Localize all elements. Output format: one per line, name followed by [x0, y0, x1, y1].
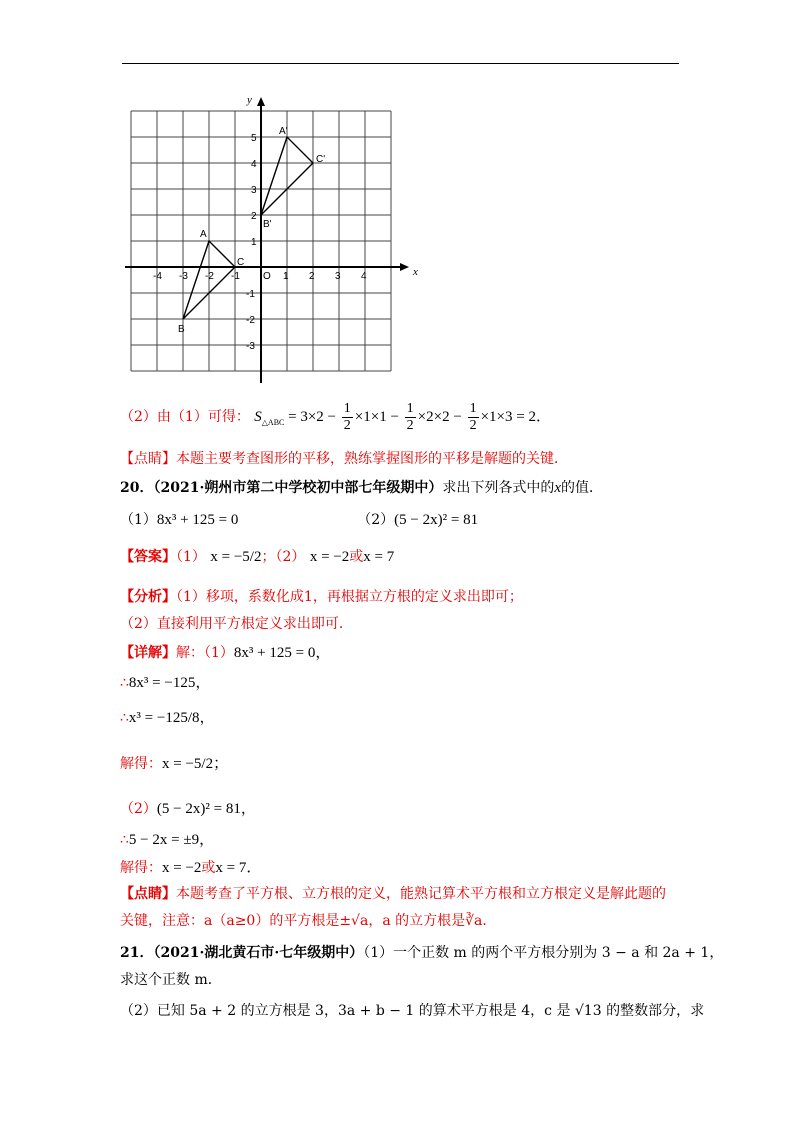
- part-label: （1）: [176, 549, 206, 565]
- header-rule: [122, 63, 679, 64]
- x-tick-label: -2: [205, 271, 214, 282]
- question-number: 21．: [120, 945, 154, 961]
- therefore-symbol: ∴: [120, 675, 129, 691]
- area-symbol: S: [254, 408, 262, 425]
- analysis-20-line1: [120, 586, 523, 606]
- question-21-line1: [120, 942, 723, 962]
- question-prompt: 求出下列各式中的: [442, 480, 555, 496]
- equation-1: 8x³ + 125 = 0: [156, 512, 239, 528]
- answer-1: x = −5/2: [210, 549, 262, 565]
- detail-20-step6: ∴5 − 2x = ±9，: [120, 832, 215, 848]
- question-number: 20．: [120, 480, 154, 496]
- triangle-abc-vertex-label: A: [200, 229, 207, 240]
- analysis-line-2: （2）直接利用平方根定义求出即可．: [120, 616, 353, 632]
- y-tick-label: 4: [251, 159, 257, 170]
- detail-or: 或: [201, 860, 216, 876]
- answer-tag: 【答案】: [120, 549, 176, 565]
- detail-20-step2: ∴8x³ = −125，: [120, 675, 211, 691]
- question-source: （2021·湖北黄石市·七年级期中）: [153, 945, 364, 961]
- coordinate-grid-figure: [118, 94, 418, 385]
- detail-20-step5: （2）(5 − 2x)² = 81，: [120, 801, 256, 817]
- detail-step-1: 8x³ + 125 = 0: [233, 645, 316, 661]
- detail-step-3: x³ = −125/8: [128, 710, 200, 726]
- comment-tag: 【点睛】: [120, 451, 176, 467]
- detail-20-step7: 解得：x = −2或x = 7．: [120, 860, 262, 876]
- solve-label: 解得：: [120, 756, 162, 772]
- detail-step-4: x = −5/2: [162, 756, 214, 772]
- question-21-line3: [120, 1000, 704, 1020]
- question-20: [120, 477, 603, 497]
- triangle-a1b1c1-vertex-label: A': [279, 126, 288, 137]
- question-20-equations: [120, 509, 478, 529]
- analysis-line-1: （1）移项，系数化成1，再根据立方根的定义求出即可；: [176, 589, 523, 605]
- comment-1: [120, 448, 568, 468]
- part-label: （2）: [357, 512, 395, 528]
- question-21-text-1: （1）一个正数 m 的两个平方根分别为 3 − a 和 2a + 1，: [363, 945, 724, 961]
- y-tick-label: 3: [251, 185, 257, 196]
- answer-or: 或: [349, 549, 364, 565]
- y-axis-arrow: [257, 97, 265, 106]
- x-tick-label: 2: [309, 271, 315, 282]
- therefore-symbol: ∴: [120, 710, 129, 726]
- x-tick-label: 3: [335, 271, 341, 282]
- comment-text: 本题主要考查图形的平移，熟练掌握图形的平移是解题的关键．: [176, 451, 568, 467]
- y-axis-label: y: [247, 94, 252, 106]
- solution-prefix: （2）由（1）可得：: [120, 408, 250, 425]
- answer-2b: x = 7: [363, 549, 395, 565]
- answer-separator: ；（2）: [261, 549, 306, 565]
- detail-20-start: 【详解】解：（1）8x³ + 125 = 0，: [120, 645, 331, 661]
- area-subscript: △ABC: [261, 417, 285, 427]
- y-tick-label: -1: [246, 289, 255, 300]
- detail-step-7b: x = 7: [215, 860, 247, 876]
- detail-step-6: 5 − 2x = ±9: [128, 832, 200, 848]
- x-tick-label: -1: [231, 271, 240, 282]
- solve-label: 解得：: [120, 860, 162, 876]
- analysis-tag: 【分析】: [120, 589, 176, 605]
- triangle-a1b1c1-vertex-label: B': [263, 219, 272, 230]
- comment-line-1: 本题考查了平方根、立方根的定义，能熟记算术平方根和立方根定义是解此题的: [176, 886, 666, 902]
- answer-20: [120, 546, 394, 566]
- y-tick-label: 1: [251, 237, 257, 248]
- x-tick-label: -4: [153, 271, 162, 282]
- comment-tag: 【点睛】: [120, 886, 176, 902]
- y-tick-label: 5: [251, 133, 257, 144]
- detail-20-step3: ∴x³ = −125/8，: [120, 710, 215, 726]
- detail-step-7a: x = −2: [162, 860, 202, 876]
- comment-2-line2: [120, 910, 496, 930]
- triangle-abc-vertex-label: B: [178, 324, 185, 335]
- x-tick-label: O: [263, 271, 271, 282]
- solution-part2: （2）由（1）可得： $S_{\triangle ABC} = 3\times 2$ − $\frac{1}{2}$ ×1×1 − $\frac{1}{2}$ ×2×2 − $\frac{1}{2}$ ×1×3 = 2．: [120, 401, 551, 433]
- triangle-a1b1c1-vertex-label: C': [316, 154, 326, 165]
- comment-2-line1: [120, 883, 666, 903]
- x-tick-label: -3: [179, 271, 188, 282]
- answer-2a: x = −2: [309, 549, 350, 565]
- question-source: （2021·朔州市第二中学校初中部七年级期中）: [153, 480, 443, 496]
- analysis-20-line2: [120, 613, 353, 633]
- question-variable: x: [554, 480, 561, 496]
- equation-2: (5 − 2x)² = 81: [394, 512, 479, 528]
- comment-line-2a: 关键，注意：: [120, 913, 204, 929]
- detail-tag: 【详解】: [120, 645, 176, 661]
- therefore-symbol: ∴: [120, 832, 129, 848]
- x-tick-label: 4: [361, 271, 367, 282]
- question-21-text-3: （2）已知 5a + 2 的立方根是 3，3a + b − 1 的算术平方根是 4，c 是 √13 的整数部分，求: [120, 1003, 705, 1019]
- detail-step-2: 8x³ = −125: [128, 675, 196, 691]
- detail-intro: 解：（1）: [176, 645, 234, 661]
- question-21-text-2: 求这个正数 m．: [120, 972, 222, 988]
- part-label: （2）: [120, 801, 157, 817]
- detail-step-5: (5 − 2x)² = 81: [156, 801, 241, 817]
- y-tick-label: -3: [246, 341, 255, 352]
- question-21-line2: [120, 969, 222, 989]
- y-tick-label: -2: [246, 315, 255, 326]
- detail-20-step4: 解得：x = −5/2；: [120, 756, 229, 772]
- x-axis-arrow: [400, 263, 409, 271]
- y-tick-label: 2: [251, 211, 257, 222]
- question-prompt-end: 的值．: [561, 480, 603, 496]
- x-axis-label: x: [413, 266, 418, 278]
- x-tick-label: 1: [283, 271, 289, 282]
- triangle-abc-vertex-label: C: [237, 257, 245, 268]
- part-label: （1）: [120, 512, 157, 528]
- comment-line-2b: a（a≥0）的平方根是±√a，a 的立方根是∛a．: [204, 913, 497, 929]
